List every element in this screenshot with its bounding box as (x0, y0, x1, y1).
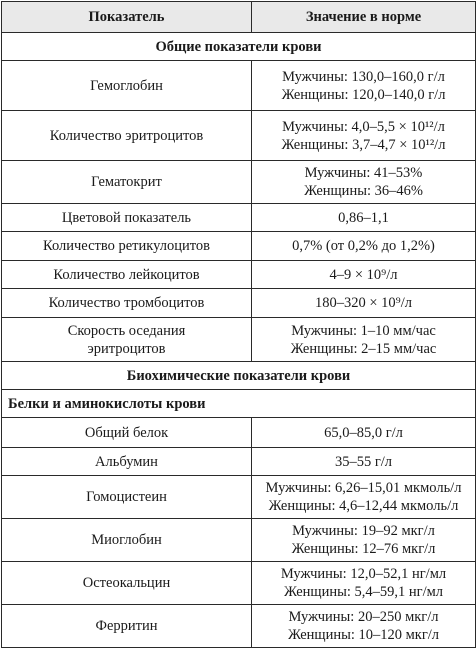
indicator-name: Остеокальцин (2, 562, 252, 605)
normal-value: 0,7% (от 0,2% до 1,2%) (252, 232, 476, 261)
indicator-name: Гомоцистеин (2, 476, 252, 519)
table-row (2, 232, 476, 261)
table-row (2, 61, 476, 111)
value-line: Женщины: 4,6–12,44 мкмоль/л (268, 498, 459, 514)
table-row (2, 562, 476, 605)
normal-value (252, 111, 476, 161)
table-row (2, 204, 476, 232)
value-line: Женщины: 5,4–59,1 нг/мл (283, 584, 444, 600)
subsection-row (2, 390, 476, 418)
header-indicator: Показатель (2, 2, 252, 33)
normal-value: 35–55 г/л (252, 448, 476, 476)
value-line: Женщины: 2–15 мм/час (290, 340, 437, 357)
indicator-name: Гемоглобин (2, 61, 252, 111)
indicator-name: Гематокрит (2, 161, 252, 204)
indicator-name: Миоглобин (2, 519, 252, 562)
indicator-name: Количество ретикулоцитов (2, 232, 252, 261)
normal-value (252, 562, 476, 605)
table-row (2, 161, 476, 204)
normal-value: 0,86–1,1 (252, 204, 476, 232)
value-line: Мужчины: 4,0–5,5 × 10¹²/л (282, 118, 445, 135)
value-line: Мужчины: 130,0–160,0 г/л (282, 68, 445, 85)
table-row (2, 476, 476, 519)
table-row (2, 418, 476, 448)
value-line: Женщины: 12–76 мкг/л (291, 541, 436, 557)
value-line: Мужчины: 12,0–52,1 нг/мл (280, 566, 447, 582)
header-row (2, 2, 476, 33)
normal-value (252, 318, 476, 362)
normal-value (252, 476, 476, 519)
normal-value (252, 161, 476, 204)
indicator-name (2, 318, 252, 362)
value-line: Мужчины: 41–53% (304, 165, 423, 181)
normal-value (252, 61, 476, 111)
indicator-name: Количество эритроцитов (2, 111, 252, 161)
normal-value (252, 519, 476, 562)
section-row (2, 362, 476, 390)
section-biochemical: Биохимические показатели крови (2, 362, 476, 390)
indicator-name: Общий белок (2, 418, 252, 448)
value-line: Женщины: 36–46% (304, 183, 423, 199)
value-line: Мужчины: 1–10 мм/час (291, 322, 436, 339)
value-line: Женщины: 120,0–140,0 г/л (281, 86, 446, 103)
table-row (2, 289, 476, 318)
reference-table (1, 1, 476, 648)
table-row (2, 318, 476, 362)
value-line: Женщины: 10–120 мкг/л (287, 627, 440, 643)
table-row (2, 261, 476, 289)
value-line: Женщины: 3,7–4,7 × 10¹²/л (281, 136, 446, 153)
indicator-name: Количество лейкоцитов (2, 261, 252, 289)
indicator-name: Ферритин (2, 605, 252, 648)
section-general: Общие показатели крови (2, 33, 476, 61)
table-row (2, 111, 476, 161)
normal-value: 65,0–85,0 г/л (252, 418, 476, 448)
table-row (2, 448, 476, 476)
header-normal-value: Значение в норме (252, 2, 476, 33)
table-row (2, 605, 476, 648)
indicator-name-text: Скорость оседания эритроцитов (67, 322, 186, 357)
normal-value (252, 605, 476, 648)
value-line: Мужчины: 6,26–15,01 мкмоль/л (265, 480, 462, 496)
normal-value: 180–320 × 10⁹/л (252, 289, 476, 318)
table-row (2, 519, 476, 562)
indicator-name: Цветовой показатель (2, 204, 252, 232)
indicator-name: Альбумин (2, 448, 252, 476)
subsection-proteins: Белки и аминокислоты крови (2, 390, 476, 418)
normal-value: 4–9 × 10⁹/л (252, 261, 476, 289)
section-row (2, 33, 476, 61)
indicator-name: Количество тромбоцитов (2, 289, 252, 318)
value-line: Мужчины: 20–250 мкг/л (288, 609, 439, 625)
value-line: Мужчины: 19–92 мкг/л (292, 523, 435, 539)
